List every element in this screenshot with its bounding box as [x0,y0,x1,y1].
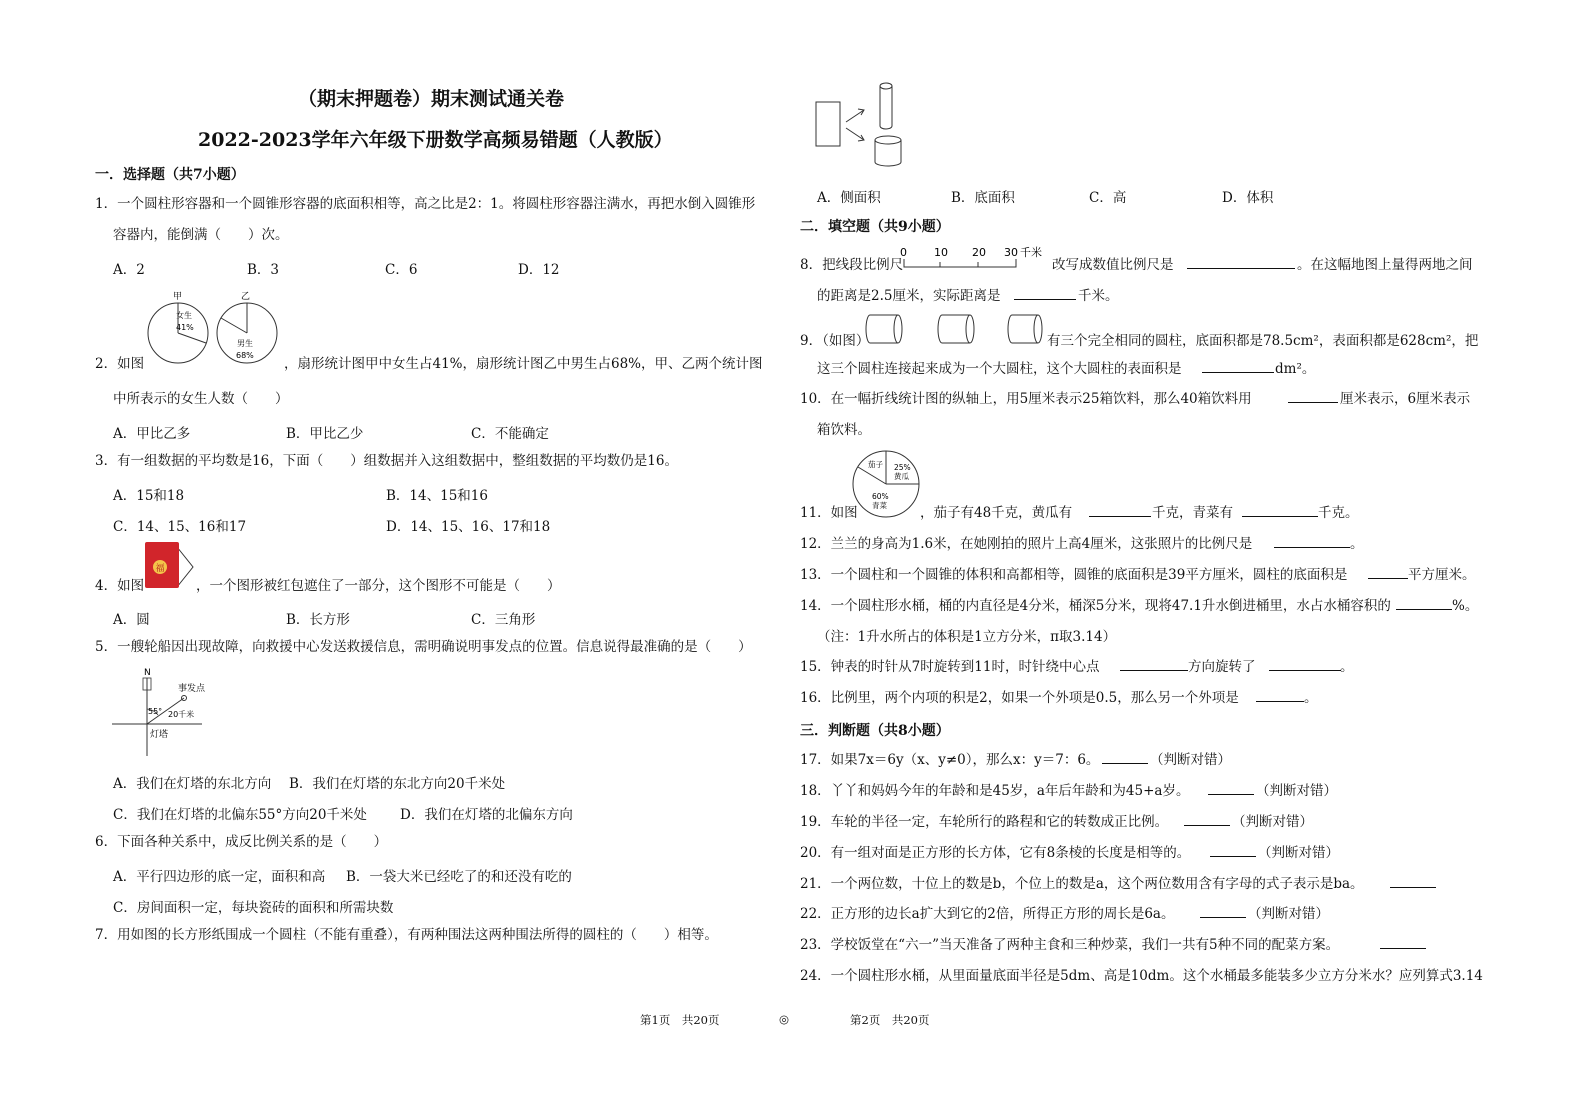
q13-text-a: 13．一个圆柱和一个圆锥的体积和高都相等，圆锥的底面积是39平方厘米，圆柱的底面积是 [800,567,1348,583]
q9-text-2a: 这三个圆柱连接起来成为一个大圆柱，这个大圆柱的表面积是 [817,361,1182,377]
q16-text-b: 。 [1304,690,1318,706]
q1-option-d[interactable]: D．12 [518,262,560,278]
pie-boy-label: 男生 [237,339,253,348]
pie-huanggua-label: 黄瓜 [894,472,909,481]
q5-compass-diagram [110,664,220,756]
q22-judge: （判断对错） [1248,906,1329,922]
distance-label: 20千米 [168,710,195,719]
q22-text: 22．正方形的边长a扩大到它的2倍，所得正方形的周长是6a。 [800,906,1175,922]
q9-text-a: 9．（如图） [800,333,870,349]
q24-text: 24．一个圆柱形水桶，从里面量底面半径是5dm、高是10dm。这个水桶最多能装多少立方分米水？应列算式3.14 [800,968,1483,984]
scale-tick-0: 0 [900,246,907,259]
q14-text-b: %。 [1452,598,1479,614]
q23-text: 23．学校饭堂在“六一”当天准备了两种主食和三种炒菜，我们一共有5种不同的配菜方案。 [800,937,1340,953]
section-choice-heading: 一．选择题（共7小题） [95,167,245,183]
q15-blank-2[interactable] [1269,658,1341,671]
q10-blank-1[interactable] [1288,390,1338,403]
angle-label: 55° [148,707,163,716]
q8-text-2a: 的距离是2.5厘米，实际距离是 [817,288,1001,304]
pie-qiezi-label: 茄子 [868,460,883,469]
q7-option-b[interactable]: B．底面积 [951,190,1015,206]
pie-qingcai-label: 青菜 [872,501,887,510]
q13-blank[interactable] [1368,566,1408,579]
q17-text: 17．如果7x＝6y（x、y≠0），那么x：y＝7：6。 [800,752,1100,768]
q2-option-b[interactable]: B．甲比乙少 [286,426,364,442]
q1-text: 1．一个圆柱形容器和一个圆锥形容器的底面积相等，高之比是2：1。将圆柱形容器注满水，再把水倒入圆锥形 [95,196,756,212]
q5-option-c[interactable]: C．我们在灯塔的北偏东55°方向20千米处 [113,807,367,823]
q2-text-a: 2．如图 [95,356,145,372]
q19-text: 19．车轮的半径一定，车轮所行的路程和它的转数成正比例。 [800,814,1169,830]
q5-option-b[interactable]: B．我们在灯塔的东北方向20千米处 [289,776,506,792]
q14-note: （注：1升水所占的体积是1立方分米，π取3.14） [817,629,1117,645]
pie-boy-pct: 68% [236,351,254,360]
q15-text-a: 15．钟表的时针从7时旋转到11时，时针绕中心点 [800,659,1100,675]
q4-text-a: 4．如图 [95,578,145,594]
q4-option-c[interactable]: C．三角形 [471,612,536,628]
q17-blank[interactable] [1102,751,1148,764]
q7-option-a[interactable]: A．侧面积 [817,190,881,206]
north-label: N [144,668,151,678]
q11-text-a: 11．如图 [800,505,858,521]
q13-text-b: 平方厘米。 [1408,567,1476,583]
q20-judge: （判断对错） [1258,845,1339,861]
scale-tick-10: 10 [934,246,948,259]
q12-blank[interactable] [1274,535,1350,548]
q2-text-2: 中所表示的女生人数（ ） [113,391,289,407]
q5-option-d[interactable]: D．我们在灯塔的北偏东方向 [400,807,573,823]
q1-option-a[interactable]: A．2 [113,262,145,278]
q11-text-c: 千克，青菜有 [1152,505,1233,521]
pie-girl-pct: 41% [176,323,194,332]
envelope-fu-char: 福 [155,564,165,574]
q22-blank[interactable] [1200,905,1246,918]
q12-text-b: 。 [1350,536,1364,552]
q1-option-c[interactable]: C．6 [385,262,418,278]
q5-option-a[interactable]: A．我们在灯塔的东北方向 [113,776,272,792]
q20-text: 20．有一组对面是正方形的长方体，它有8条棱的长度是相等的。 [800,845,1191,861]
q4-option-b[interactable]: B．长方形 [286,612,350,628]
q8-line-scale [898,244,1054,272]
q14-text-a: 14．一个圆柱形水桶，桶的内直径是4分米，桶深5分米，现将47.1升水倒进桶里，水占水桶容积的 [800,598,1391,614]
pie-huanggua-pct: 25% [894,463,911,472]
pie-girl-label: 女生 [176,311,192,320]
q12-text-a: 12．兰兰的身高为1.6米，在她刚拍的照片上高4厘米，这张照片的比例尺是 [800,536,1253,552]
q10-text-2: 箱饮料。 [817,422,871,438]
q16-blank[interactable] [1256,689,1304,702]
q19-judge: （判断对错） [1232,814,1313,830]
q6-option-b[interactable]: B．一袋大米已经吃了的和还没有吃的 [346,869,572,885]
q4-option-a[interactable]: A．圆 [113,612,150,628]
q7-option-c[interactable]: C．高 [1089,190,1127,206]
q8-text-b: 改写成数值比例尺是 [1052,257,1174,273]
q5-text: 5．一艘轮船因出现故障，向救援中心发送救援信息，需明确说明事发点的位置。信息说得最准确的是（ ） [95,639,752,655]
q8-text-c: 。在这幅地图上量得两地之间 [1297,257,1473,273]
q16-text-a: 16．比例里，两个内项的积是2，如果一个外项是0.5，那么另一个外项是 [800,690,1239,706]
q21-text: 21．一个两位数，十位上的数是b，个位上的数是a，这个两位数用含有字母的式子表示是ba。 [800,876,1364,892]
q9-text-2b: dm²。 [1275,361,1316,377]
q11-text-b: ，茄子有48千克，黄瓜有 [920,505,1073,521]
q18-blank[interactable] [1208,782,1254,795]
q15-blank-1[interactable] [1120,658,1188,671]
pie-qingcai-pct: 60% [872,492,889,501]
q15-text-c: 。 [1340,659,1354,675]
pie-yi-label: 乙 [241,292,251,302]
q2-text-b: ，扇形统计图甲中女生占41%，扇形统计图乙中男生占68%，甲、乙两个统计图 [284,356,763,372]
q18-judge: （判断对错） [1256,783,1337,799]
q1-option-b[interactable]: B．3 [247,262,280,278]
q2-pie-charts [140,288,285,368]
q10-text-b: 厘米表示，6厘米表示 [1340,391,1471,407]
q7-option-d[interactable]: D．体积 [1222,190,1274,206]
q3-option-d[interactable]: D．14、15、16、17和18 [386,519,551,535]
q6-option-a[interactable]: A．平行四边形的底一定，面积和高 [113,869,326,885]
footer-center-mark: ◎ [779,1012,790,1026]
q15-text-b: 方向旋转了 [1188,659,1256,675]
q4-text-b: ，一个图形被红包遮住了一部分，这个图形不可能是（ ） [196,578,561,594]
q11-text-d: 千克。 [1318,505,1359,521]
q3-option-b[interactable]: B．14、15和16 [386,488,488,504]
q11-pie-chart [850,448,926,520]
q17-judge: （判断对错） [1150,752,1231,768]
q11-blank-2[interactable] [1242,504,1318,517]
q9-text-b: 有三个完全相同的圆柱，底面积都是78.5cm²，表面积都是628cm²，把 [1047,333,1479,349]
q6-option-c[interactable]: C．房间面积一定，每块瓷砖的面积和所需块数 [113,900,394,916]
q2-option-a[interactable]: A．甲比乙多 [113,426,191,442]
q11-blank-1[interactable] [1089,504,1151,517]
q8-text-2b: 千米。 [1078,288,1119,304]
q9-blank[interactable] [1202,360,1274,373]
accident-label: 事发点 [178,684,206,694]
q2-option-c[interactable]: C．不能确定 [471,426,549,442]
pie-jia-label: 甲 [173,292,183,302]
q8-blank-1[interactable] [1187,256,1295,269]
footer-page-left: 第1页 共20页 [640,1013,720,1027]
q9-three-cylinders [866,313,1046,347]
q19-blank[interactable] [1184,813,1230,826]
q3-option-a[interactable]: A．15和18 [113,488,185,504]
scale-unit: 千米 [1020,246,1042,259]
q7-rectangle-to-cylinder-figure [812,78,922,170]
exam-title: （期末押题卷）期末测试通关卷 [298,88,565,110]
q21-blank[interactable] [1390,875,1436,888]
scale-tick-30: 30 [1004,246,1018,259]
scale-tick-20: 20 [972,246,986,259]
q3-option-c[interactable]: C．14、15、16和17 [113,519,247,535]
q1-text-2: 容器内，能倒满（ ）次。 [113,227,289,243]
q3-text: 3．有一组数据的平均数是16，下面（ ）组数据并入这组数据中，整组数据的平均数仍是16。 [95,453,678,469]
q8-text-a: 8．把线段比例尺 [800,257,904,273]
q6-text: 6．下面各种关系中，成反比例关系的是（ ） [95,834,388,850]
q23-blank[interactable] [1380,936,1426,949]
q8-blank-2[interactable] [1014,287,1076,300]
q18-text: 18．丫丫和妈妈今年的年龄和是45岁，a年后年龄和为45+a岁。 [800,783,1190,799]
lighthouse-label: 灯塔 [150,730,169,740]
q14-blank[interactable] [1396,597,1452,610]
q20-blank[interactable] [1210,844,1256,857]
section-judge-heading: 三．判断题（共8小题） [800,723,950,739]
q4-red-envelope-figure [143,542,195,592]
exam-subtitle: 2022-2023学年六年级下册数学高频易错题（人教版） [198,129,673,151]
footer-page-right: 第2页 共20页 [850,1013,930,1027]
section-fill-heading: 二．填空题（共9小题） [800,219,950,235]
q7-text: 7．用如图的长方形纸围成一个圆柱（不能有重叠），有两种围法这两种围法所得的圆柱的（ ）相等。 [95,927,718,943]
q10-text-a: 10．在一幅折线统计图的纵轴上，用5厘米表示25箱饮料，那么40箱饮料用 [800,391,1252,407]
